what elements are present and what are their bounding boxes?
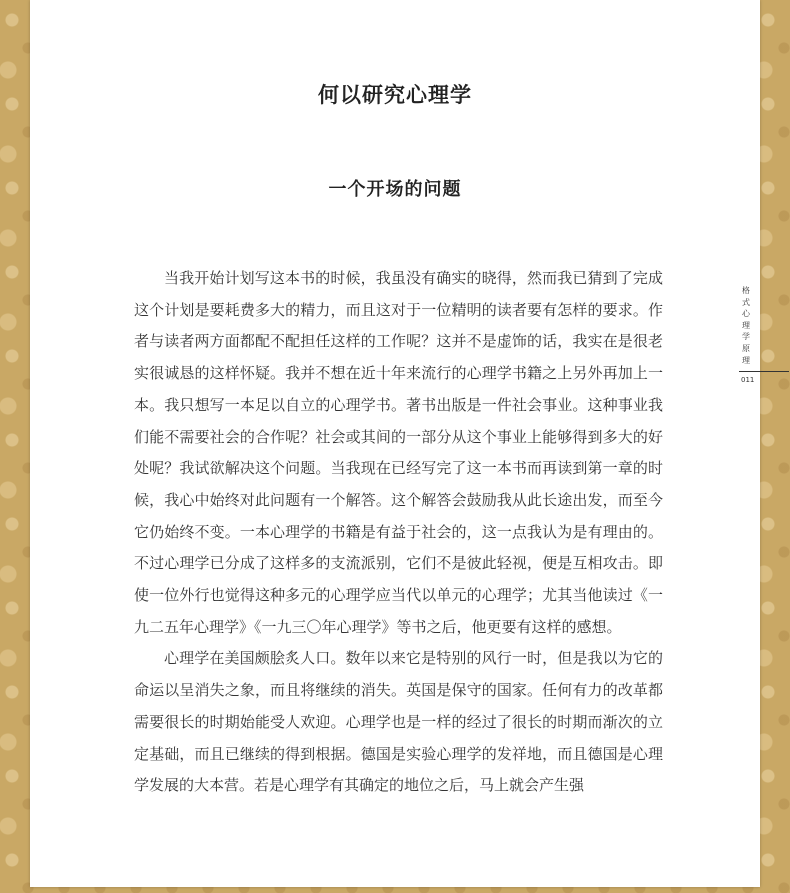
page-number: 011 [741, 376, 755, 385]
chapter-title: 何以研究心理学 [318, 82, 472, 107]
section-title: 一个开场的问题 [328, 179, 462, 200]
paragraph: 当我开始计划写这本书的时候，我虽没有确实的晓得，然而我已猜到了完成这个计划是要耗费多大的精力，而且这对于一位精明的读者要有怎样的要求。作者与读者两方面都配不配担任这样的工作呢？这并不是虚饰的话，我实在是很老实很诚恳的这样怀疑。我并不想在近十年来流行的心理学书籍之上另外再加上一本。我只想写一本足以自立的心理学书。著书出版是一件社会事业。这种事业我们能不需要社会的合作呢？社会或其间的一部分从这个事业上能够得到多大的好处呢？我试欲解决这个问题。当我现在已经写完了这一本书而再读到第一章的时候，我心中始终对此问题有一个解答。这个解答会鼓励我从此长途出发，而至今它仍始终不变。一本心理学的书籍是有益于社会的，这一点我认为是有理由的。不过心理学已分成了这样多的支流派别，它们不是彼此轻视，便是互相攻击。即使一位外行也觉得这种多元的心理学应当代以单元的心理学；尤其当他读过《一九二五年心理学》《一九三〇年心理学》等书之后，他更要有这样的感想。 [134, 269, 663, 636]
book-page [30, 0, 760, 887]
paragraph: 心理学在美国颇脍炙人口。数年以来它是特别的风行一时，但是我以为它的命运以呈消失之象，而且将继续的消失。英国是保守的国家。任何有力的改革都需要很长的时期始能受人欢迎。心理学也是一样的经过了很长的时期而渐次的立定基础，而且已继续的得到根据。德国是实验心理学的发祥地，而且德国是心理学发展的大本营。若是心理学有其确定的地位之后，马上就会产生强 [134, 649, 663, 795]
body-text [134, 263, 663, 802]
side-tab [739, 285, 789, 384]
side-rule [739, 371, 789, 372]
running-book-title: 格式心理学原理 [742, 286, 750, 365]
